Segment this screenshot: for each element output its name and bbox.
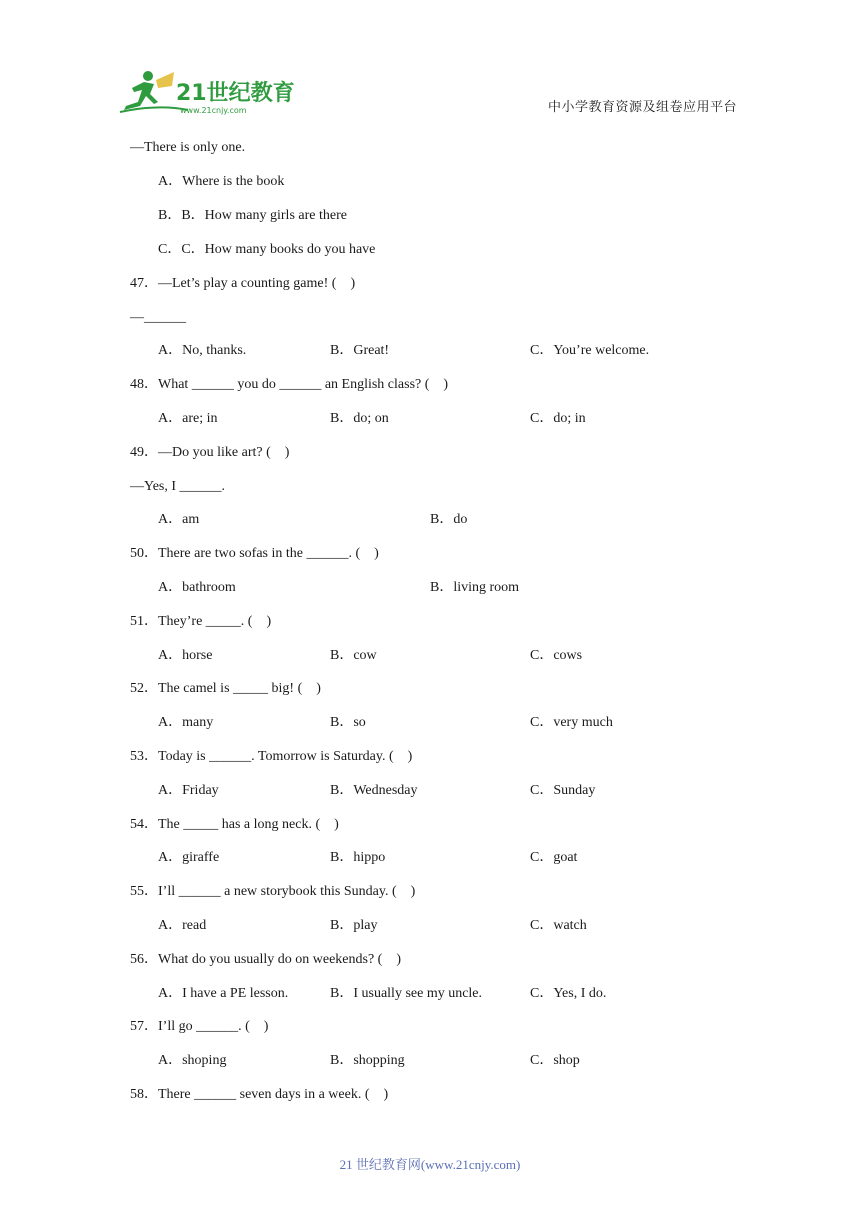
question-51: 51．They’re _____. ( )	[130, 614, 272, 629]
svg-text:www.21cnjy.com: www.21cnjy.com	[180, 106, 247, 115]
question-49: 49．—Do you like art? ( )	[130, 445, 290, 460]
option-c: C．cows	[530, 648, 583, 663]
logo-21cnjy	[118, 66, 308, 118]
option-c: C．goat	[530, 850, 578, 865]
option-a: A．Where is the book	[158, 174, 285, 189]
option-c: C．very much	[530, 715, 613, 730]
option-c: C．You’re welcome.	[530, 343, 650, 358]
option-a: A．are; in	[158, 411, 218, 426]
option-a: A．I have a PE lesson.	[158, 986, 289, 1001]
option-b: B．shopping	[330, 1053, 405, 1068]
option-c: C．Sunday	[530, 783, 596, 798]
option-b: B．hippo	[330, 850, 386, 865]
question-58: 58．There ______ seven days in a week. ( )	[130, 1087, 389, 1102]
question-55: 55．I’ll ______ a new storybook this Sunday. ( )	[130, 884, 416, 899]
svg-text:21世纪教育: 21世纪教育	[176, 81, 295, 106]
option-a: A．shoping	[158, 1053, 227, 1068]
platform-title: 中小学教育资源及组卷应用平台	[548, 100, 738, 115]
option-b: B．play	[330, 918, 378, 933]
response-blank: —Yes, I ______.	[130, 479, 226, 494]
option-c: C．do; in	[530, 411, 586, 426]
option-a: A．No, thanks.	[158, 343, 247, 358]
option-a: A．Friday	[158, 783, 219, 798]
answer-line: —There is only one.	[130, 140, 246, 155]
option-a: A．bathroom	[158, 580, 236, 595]
option-c: C．C．How many books do you have	[158, 242, 376, 257]
option-c: C．Yes, I do.	[530, 986, 607, 1001]
option-b: B．do; on	[330, 411, 389, 426]
question-57: 57．I’ll go ______. ( )	[130, 1019, 269, 1034]
question-54: 54．The _____ has a long neck. ( )	[130, 817, 339, 832]
question-50: 50．There are two sofas in the ______. ( )	[130, 546, 379, 561]
option-a: A．read	[158, 918, 207, 933]
page-footer: 21 世纪教育网(www.21cnjy.com)	[339, 1157, 521, 1172]
option-a: A．giraffe	[158, 850, 220, 865]
option-b: B．Great!	[330, 343, 390, 358]
option-a: A．many	[158, 715, 214, 730]
option-c: C．watch	[530, 918, 587, 933]
option-b: B．B．How many girls are there	[158, 208, 347, 223]
question-48: 48．What ______ you do ______ an English class? ( )	[130, 377, 449, 392]
option-a: A．am	[158, 512, 200, 527]
question-52: 52．The camel is _____ big! ( )	[130, 681, 321, 696]
option-b: B．do	[430, 512, 468, 527]
option-a: A．horse	[158, 648, 213, 663]
question-47: 47．—Let’s play a counting game! ( )	[130, 276, 356, 291]
option-b: B．I usually see my uncle.	[330, 986, 483, 1001]
question-56: 56．What do you usually do on weekends? ( )	[130, 952, 401, 967]
option-b: B．Wednesday	[330, 783, 418, 798]
option-c: C．shop	[530, 1053, 580, 1068]
response-blank: —______	[130, 310, 186, 325]
page-header	[0, 0, 860, 125]
option-b: B．so	[330, 715, 366, 730]
option-b: B．cow	[330, 648, 377, 663]
question-53: 53．Today is ______. Tomorrow is Saturday. ( )	[130, 749, 413, 764]
option-b: B．living room	[430, 580, 520, 595]
